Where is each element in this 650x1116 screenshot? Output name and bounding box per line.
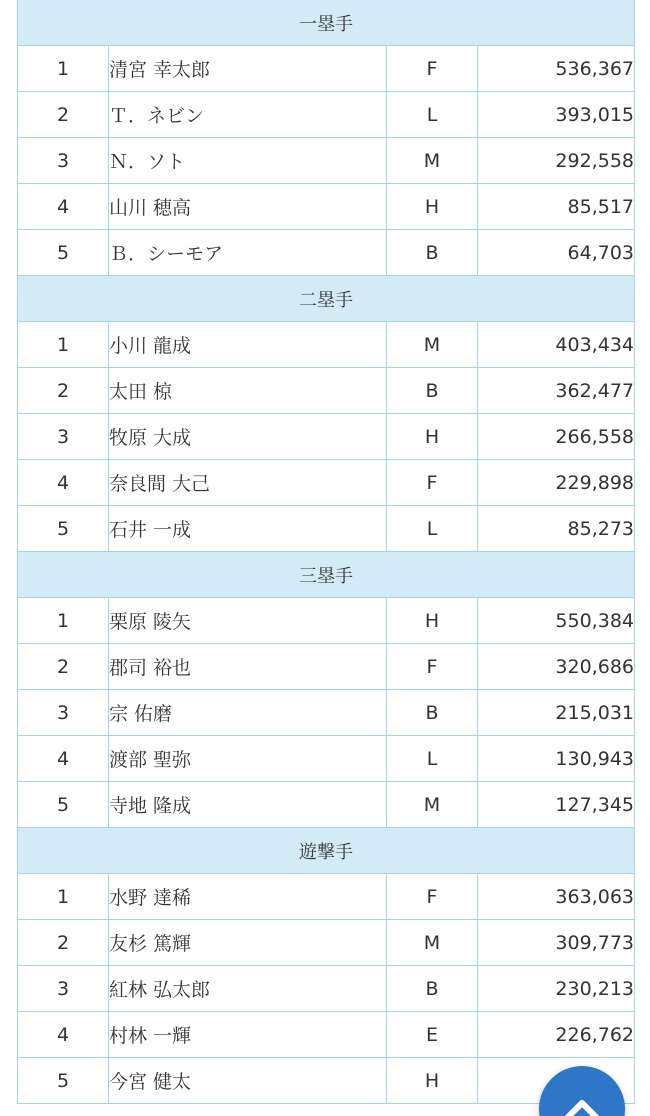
rank-cell: 4 xyxy=(18,184,109,230)
section-title: 遊撃手 xyxy=(18,828,635,874)
vote-ranking-table xyxy=(17,0,635,1104)
votes-cell: 85,273 xyxy=(478,506,635,552)
section-header-row xyxy=(18,828,635,874)
team-cell: B xyxy=(387,966,478,1012)
rank-cell: 1 xyxy=(18,46,109,92)
votes-cell: 229,898 xyxy=(478,460,635,506)
player-name-cell: Ｎ．ソト xyxy=(109,138,387,184)
team-cell: L xyxy=(387,92,478,138)
rank-cell: 4 xyxy=(18,736,109,782)
rank-cell: 3 xyxy=(18,138,109,184)
team-cell: M xyxy=(387,138,478,184)
rank-cell: 2 xyxy=(18,368,109,414)
team-cell: M xyxy=(387,920,478,966)
table-row xyxy=(18,736,635,782)
player-name-cell: 紅林 弘太郎 xyxy=(109,966,387,1012)
table-row xyxy=(18,1012,635,1058)
table-row xyxy=(18,460,635,506)
table-row xyxy=(18,782,635,828)
rank-cell: 3 xyxy=(18,966,109,1012)
player-name-cell: 奈良間 大己 xyxy=(109,460,387,506)
player-name-cell: 宗 佑磨 xyxy=(109,690,387,736)
table-row xyxy=(18,598,635,644)
table-row xyxy=(18,644,635,690)
rank-cell: 1 xyxy=(18,322,109,368)
player-name-cell: 山川 穂高 xyxy=(109,184,387,230)
table-row xyxy=(18,322,635,368)
table-row xyxy=(18,92,635,138)
votes-cell: 85,517 xyxy=(478,184,635,230)
table-row xyxy=(18,230,635,276)
team-cell: H xyxy=(387,1058,478,1104)
votes-cell: 363,063 xyxy=(478,874,635,920)
player-name-cell: 友杉 篤輝 xyxy=(109,920,387,966)
table-row xyxy=(18,874,635,920)
player-name-cell: 寺地 隆成 xyxy=(109,782,387,828)
table-row xyxy=(18,368,635,414)
player-name-cell: 栗原 陵矢 xyxy=(109,598,387,644)
section-title: 二塁手 xyxy=(18,276,635,322)
team-cell: L xyxy=(387,736,478,782)
player-name-cell: 渡部 聖弥 xyxy=(109,736,387,782)
table-row xyxy=(18,46,635,92)
table-row xyxy=(18,920,635,966)
player-name-cell: 小川 龍成 xyxy=(109,322,387,368)
votes-cell: 130,943 xyxy=(478,736,635,782)
player-name-cell: 太田 椋 xyxy=(109,368,387,414)
chevron-up-icon xyxy=(561,1090,603,1116)
votes-cell: 536,367 xyxy=(478,46,635,92)
team-cell: M xyxy=(387,322,478,368)
votes-cell: 320,686 xyxy=(478,644,635,690)
player-name-cell: 村林 一輝 xyxy=(109,1012,387,1058)
votes-cell: 64,703 xyxy=(478,230,635,276)
rank-cell: 5 xyxy=(18,230,109,276)
section-header-row xyxy=(18,552,635,598)
votes-cell: 226,762 xyxy=(478,1012,635,1058)
rank-cell: 2 xyxy=(18,92,109,138)
rank-cell: 1 xyxy=(18,598,109,644)
team-cell: E xyxy=(387,1012,478,1058)
table-row xyxy=(18,184,635,230)
player-name-cell: 郡司 裕也 xyxy=(109,644,387,690)
section-header-row xyxy=(18,276,635,322)
player-name-cell: Ｂ．シーモア xyxy=(109,230,387,276)
team-cell: F xyxy=(387,460,478,506)
player-name-cell: 牧原 大成 xyxy=(109,414,387,460)
team-cell: M xyxy=(387,782,478,828)
votes-cell: 403,434 xyxy=(478,322,635,368)
votes-cell: 292,558 xyxy=(478,138,635,184)
votes-cell: 362,477 xyxy=(478,368,635,414)
player-name-cell: Ｔ．ネビン xyxy=(109,92,387,138)
player-name-cell: 今宮 健太 xyxy=(109,1058,387,1104)
table-row xyxy=(18,506,635,552)
team-cell: F xyxy=(387,644,478,690)
team-cell: L xyxy=(387,506,478,552)
player-name-cell: 石井 一成 xyxy=(109,506,387,552)
votes-cell: 215,031 xyxy=(478,690,635,736)
section-header-row xyxy=(18,0,635,46)
rank-cell: 1 xyxy=(18,874,109,920)
rank-cell: 3 xyxy=(18,690,109,736)
team-cell: B xyxy=(387,690,478,736)
table-row xyxy=(18,414,635,460)
team-cell: B xyxy=(387,230,478,276)
table-row xyxy=(18,690,635,736)
rank-cell: 5 xyxy=(18,782,109,828)
team-cell: H xyxy=(387,184,478,230)
votes-cell: 309,773 xyxy=(478,920,635,966)
rank-cell: 5 xyxy=(18,506,109,552)
rank-cell: 4 xyxy=(18,460,109,506)
table-row xyxy=(18,138,635,184)
section-title: 一塁手 xyxy=(18,0,635,46)
votes-cell: 393,015 xyxy=(478,92,635,138)
rank-cell: 2 xyxy=(18,920,109,966)
team-cell: H xyxy=(387,598,478,644)
votes-cell: 230,213 xyxy=(478,966,635,1012)
team-cell: F xyxy=(387,46,478,92)
team-cell: B xyxy=(387,368,478,414)
section-title: 三塁手 xyxy=(18,552,635,598)
team-cell: H xyxy=(387,414,478,460)
team-cell: F xyxy=(387,874,478,920)
votes-cell: 550,384 xyxy=(478,598,635,644)
rank-cell: 5 xyxy=(18,1058,109,1104)
votes-cell: 127,345 xyxy=(478,782,635,828)
votes-cell: 266,558 xyxy=(478,414,635,460)
player-name-cell: 清宮 幸太郎 xyxy=(109,46,387,92)
rank-cell: 4 xyxy=(18,1012,109,1058)
rank-cell: 2 xyxy=(18,644,109,690)
rank-cell: 3 xyxy=(18,414,109,460)
player-name-cell: 水野 達稀 xyxy=(109,874,387,920)
table-row xyxy=(18,966,635,1012)
